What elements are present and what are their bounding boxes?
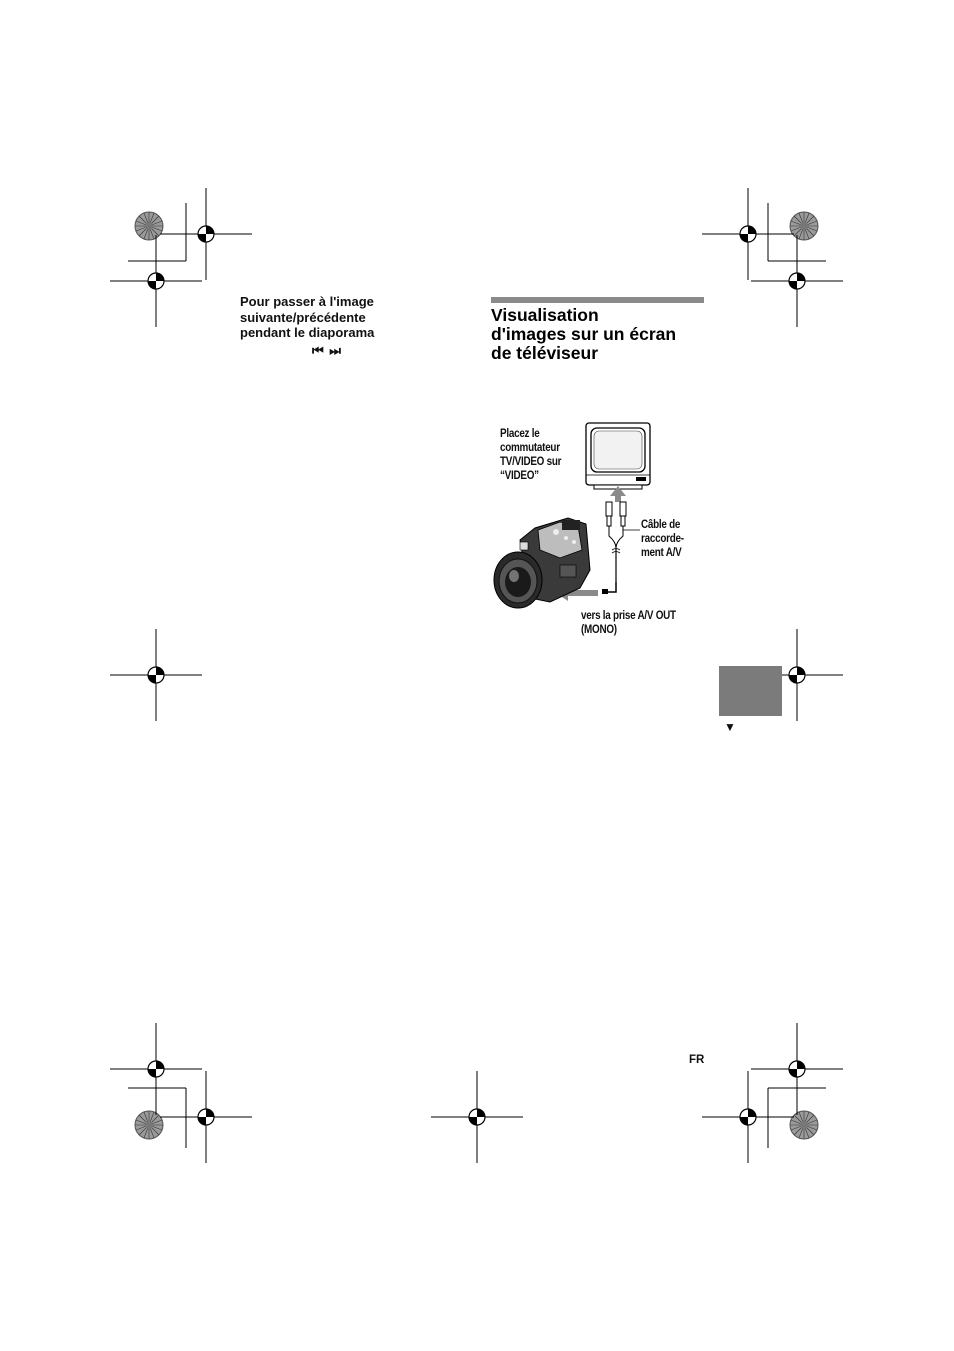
section-title [491,306,711,363]
color-wheel-mark-bottom-right [790,1111,818,1139]
section-title-line: d'images sur un écran [491,324,677,344]
language-code: FR [689,1054,705,1066]
label-line: Câble de [641,519,681,531]
color-wheel-mark-bottom-left [135,1111,163,1139]
chapter-index-tab [719,666,782,716]
av-out-port-label [581,609,710,637]
section-title-line: de téléviseur [491,343,598,363]
tv-icon [586,423,650,489]
label-line: raccorde- [641,533,684,545]
label-line: (MONO) [581,624,617,636]
color-wheel-mark-top-right [790,212,818,240]
heading-line: Pour passer à l'image [240,294,374,309]
section-title-line: Visualisation [491,305,599,325]
label-line: Placez le [500,428,540,440]
section-rule [491,297,704,303]
slideshow-navigation-heading [240,294,460,341]
label-line: TV/VIDEO sur [500,456,562,468]
heading-line: pendant le diaporama [240,325,375,340]
triangle-down-icon: ▼ [724,720,736,734]
color-wheel-mark-top-left [135,212,163,240]
rca-plugs-icon [606,502,626,526]
heading-line: suivante/précédente [240,309,366,325]
label-line: vers la prise A/V OUT [581,610,676,622]
tv-video-switch-label [500,427,586,483]
av-cable-label [641,518,701,560]
label-line: “VIDEO” [500,470,539,482]
label-line: ment A/V [641,547,682,559]
previous-next-icon: ⏮ ⏭ [312,343,343,358]
label-line: commutateur [500,442,560,454]
